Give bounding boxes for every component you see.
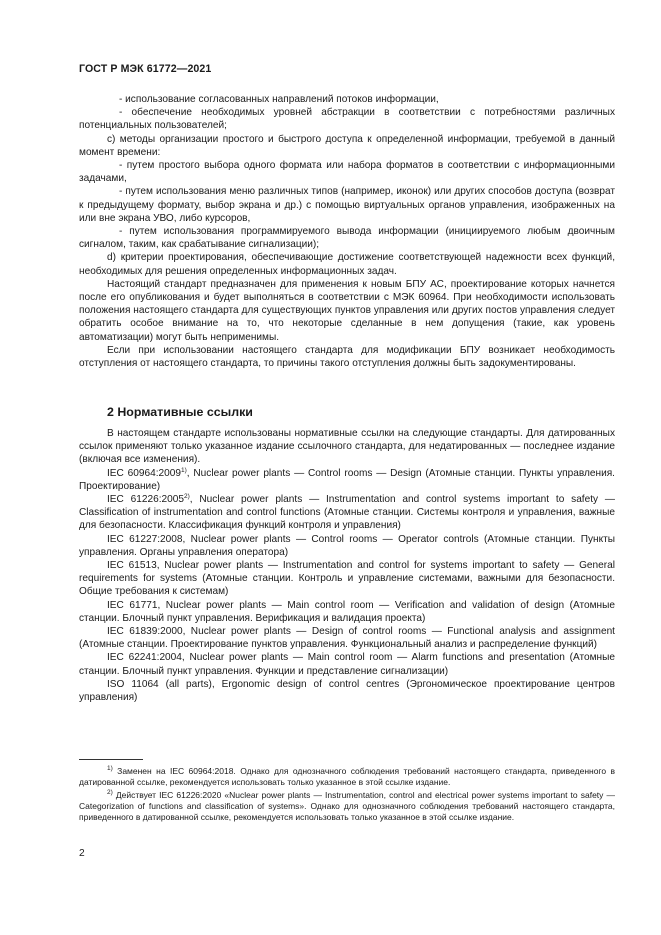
reference-code: IEC 61226:2005 xyxy=(107,494,184,506)
footnote-marker: 1) xyxy=(180,466,187,474)
paragraph: Если при использовании настоящего стандарта для модификации БПУ возникает необходимость отступления от настоящего стандарта, то причины такого отступления должны быть задокументированы. xyxy=(79,344,615,370)
paragraph: - использование согласованных направлений потоков информации, xyxy=(119,94,439,105)
reference-item: IEC 62241:2004, Nuclear power plants — Main control room — Alarm functions and presentation (Атомные станции. Блочный пункт управления. Функции и представление сигнализации) xyxy=(79,652,615,677)
section-2-heading: 2 Нормативные ссылки xyxy=(107,405,253,419)
reference-item xyxy=(79,467,615,493)
page-header: ГОСТ Р МЭК 61772—2021 xyxy=(79,63,212,75)
section-1-continuation xyxy=(79,93,615,370)
footnote xyxy=(79,790,615,823)
reference-item: IEC 61227:2008, Nuclear power plants — Control rooms — Operator controls (Атомные станции. Пункты управления. Органы управления оператора) xyxy=(79,533,615,558)
footnote xyxy=(79,766,615,788)
reference-item: IEC 61839:2000, Nuclear power plants — Design of control rooms — Functional analysis and assignment (Атомные станции. Проектирование пунктов управления. Функциональный анализ и распределение функций) xyxy=(79,626,615,651)
reference-item xyxy=(79,493,615,533)
reference-text: , Nuclear power plants — Instrumentation and control systems important to safety — Classification of instrumentation and control functions (Атомные станции. Системы контроля и управления, важные для безопасности. Классификация функций контроля и управления) xyxy=(79,494,615,532)
reference-item: IEC 61513, Nuclear power plants — Instrumentation and control for systems important to safety — General requirements for systems (Атомные станции. Контроль и управление системами, важными для безопасности. Общие требования к системам) xyxy=(79,560,615,598)
footnote-text: Действует IEC 61226:2020 «Nuclear power plants — Instrumentation, control and electrical power systems important to safety — Categorization of functions and classification of systems». Однако для однозначного соблюдения требований настоящего стандарта, приведенного в датированной ссылке, рекомендуется использовать только указанное в этой ссылке издание. xyxy=(79,790,615,822)
reference-code: IEC 60964:2009 xyxy=(107,467,181,479)
footnote-marker: 2) xyxy=(183,493,190,501)
paragraph: В настоящем стандарте использованы нормативные ссылки на следующие стандарты. Для датированных ссылок применяют только указанное издание ссылочного стандарта, для недатированных — последнее издание (включая все изменения). xyxy=(79,428,615,466)
footnote-marker: 1) xyxy=(107,765,113,772)
page-number: 2 xyxy=(79,848,85,859)
paragraph: c) методы организации простого и быстрого доступа к определенной информации, требуемой в данный момент времени: xyxy=(79,133,615,158)
reference-item: ISO 11064 (all parts), Ergonomic design of control centres (Эргономическое проектирование центров управления) xyxy=(79,678,615,704)
footnotes xyxy=(79,766,615,825)
paragraph: Настоящий стандарт предназначен для применения к новым БПУ АС, проектирование которых начнется после его опубликования и будет выполняться в соответствии с МЭК 60964. При необходимости использовать положения настоящего стандарта для существующих пунктов управления или других постов управления следует обратить особое внимание на то, что некоторые сделанные в нем допущения (такие, как уровень автоматизации) могут быть неприменимы. xyxy=(79,278,615,343)
paragraph: d) критерии проектирования, обеспечивающие достижение соответствующей надежности всех функций, необходимых для решения определенных информационных задач. xyxy=(79,252,615,277)
paragraph: - путем использования программируемого вывода информации (инициируемого любым двоичным сигналом, таким, как срабатывание сигнализации); xyxy=(79,226,615,251)
footnote-text: Заменен на IEC 60964:2018. Однако для однозначного соблюдения требований настоящего стандарта, приведенного в датированной ссылке, рекомендуется использовать только указанное в этой ссылке издание. xyxy=(79,766,615,787)
section-2-body xyxy=(79,427,615,704)
paragraph: - путем использования меню различных типов (например, иконок) или других способов доступа (возврат к предыдущему формату, выбор экрана и др.) с помощью виртуальных органов управления, изображенных на или вне экрана УВО, либо курсоров, xyxy=(79,186,615,224)
paragraph: - путем простого выбора одного формата или набора форматов в соответствии с информационными задачами, xyxy=(79,160,615,185)
reference-item: IEC 61771, Nuclear power plants — Main control room — Verification and validation of design (Атомные станции. Блочный пункт управления. Верификация и валидация проекта) xyxy=(79,599,615,624)
footnote-divider xyxy=(79,759,143,760)
paragraph: - обеспечение необходимых уровней абстракции в соответствии с потребностями различных потенциальных пользователей; xyxy=(79,107,615,132)
footnote-marker: 2) xyxy=(107,789,113,796)
reference-text: , Nuclear power plants — Control rooms — Design (Атомные станции. Пункты управления. Проектирование) xyxy=(79,467,615,492)
